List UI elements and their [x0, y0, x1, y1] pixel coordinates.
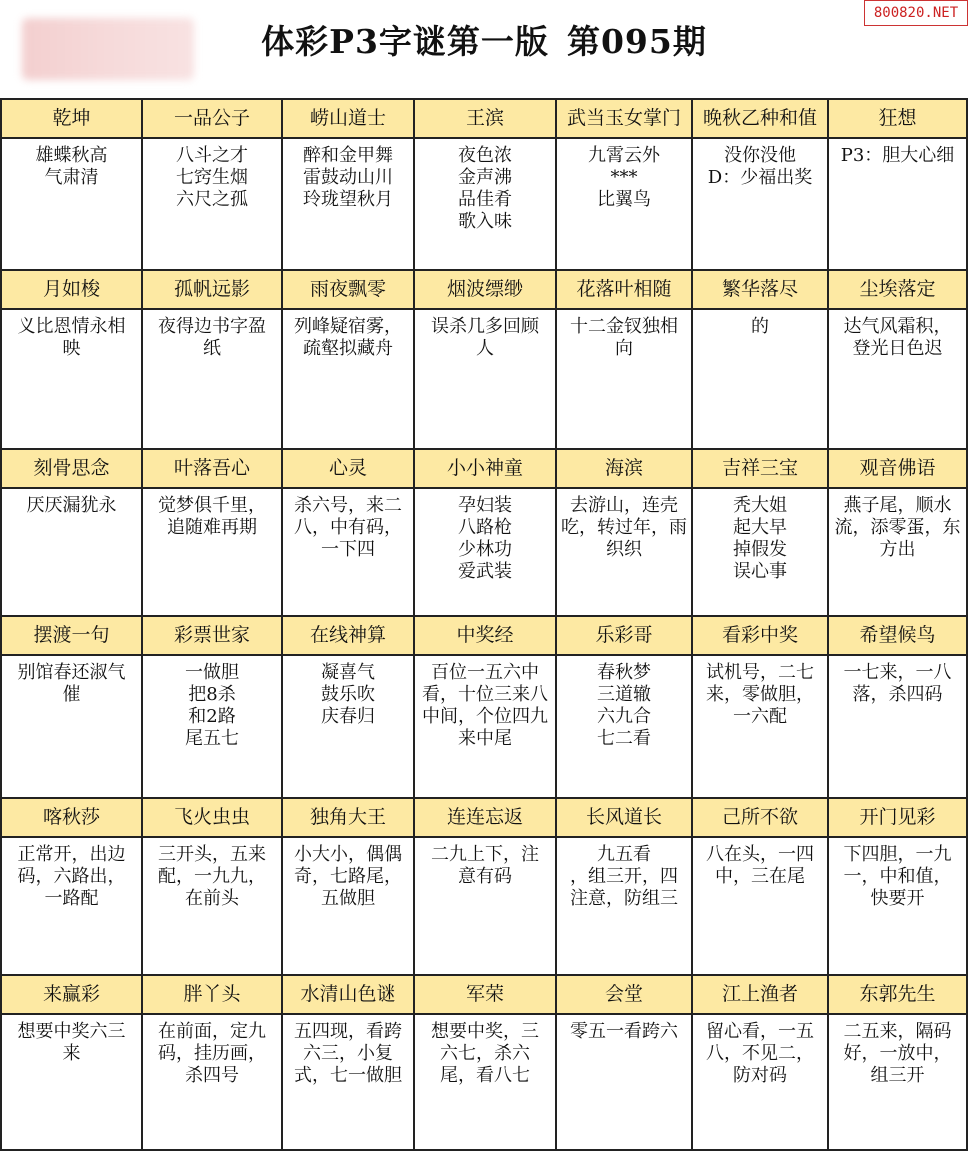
riddle-line: 七二看 — [597, 728, 651, 749]
header-row — [1, 798, 967, 837]
riddle-line: 追随难再期 — [167, 517, 257, 538]
author-name-cell: 己所不欲 — [692, 798, 828, 837]
page-title — [0, 14, 968, 70]
riddle-line: 品佳肴 — [458, 189, 512, 210]
riddle-cell — [414, 309, 556, 449]
riddle-line: 好，一放中， — [843, 1043, 952, 1064]
riddle-cell — [828, 488, 967, 616]
riddle-line: 流，添零蛋，东 — [834, 517, 961, 538]
riddle-line: 留心看，一五 — [706, 1021, 814, 1042]
riddle-line: 夜色浓 — [458, 145, 512, 166]
riddle-line: 七窍生烟 — [176, 167, 248, 188]
author-name-cell: 刻骨思念 — [1, 449, 142, 488]
riddle-line: 九五看 — [597, 844, 651, 865]
riddle-line: 落，杀四码 — [852, 684, 943, 705]
riddle-cell — [556, 309, 692, 449]
riddle-line: ，组三开，四 — [570, 866, 678, 887]
riddle-line: 歌入味 — [458, 211, 512, 232]
author-name-cell: 花落叶相随 — [556, 270, 692, 309]
riddle-cell — [1, 488, 142, 616]
riddle-line: 想要中奖，三 — [431, 1021, 539, 1042]
riddle-cell — [556, 837, 692, 975]
riddle-cell — [414, 488, 556, 616]
author-name-cell: 乾坤 — [1, 99, 142, 138]
riddle-line: 组三开 — [870, 1065, 925, 1086]
riddle-line: 一路配 — [44, 888, 99, 909]
riddle-line: D：少福出奖 — [707, 167, 813, 188]
author-name-cell: 崂山道士 — [282, 99, 414, 138]
riddle-line: 八路枪 — [458, 517, 512, 538]
riddle-line: 来 — [62, 1043, 81, 1064]
riddle-line: 孕妇装 — [458, 495, 512, 516]
riddle-line: *** — [610, 167, 638, 188]
riddle-line: 义比恩情永相 — [17, 316, 126, 337]
header-row — [1, 975, 967, 1014]
author-name-cell: 月如梭 — [1, 270, 142, 309]
riddle-line: 八斗之才 — [176, 145, 248, 166]
riddle-line: 十二金钗独相 — [570, 316, 678, 337]
author-name-cell: 彩票世家 — [142, 616, 282, 655]
header-row — [1, 616, 967, 655]
riddle-line: 纸 — [203, 338, 221, 359]
riddle-cell — [282, 488, 414, 616]
riddle-cell — [142, 488, 282, 616]
riddle-line: 向 — [615, 338, 633, 359]
riddle-cell — [1, 138, 142, 270]
riddle-line: 码，六路出， — [17, 866, 126, 887]
riddle-cell — [692, 309, 828, 449]
riddle-line: 雄蝶秋高 — [35, 145, 108, 166]
header-row — [1, 99, 967, 138]
riddle-line: 催 — [62, 684, 81, 705]
riddle-line: 快要开 — [870, 888, 925, 909]
riddle-line: 五四现，看跨 — [294, 1021, 402, 1042]
riddle-row — [1, 837, 967, 975]
riddle-line: 少林功 — [458, 539, 512, 560]
riddle-line: 春秋梦 — [597, 662, 651, 683]
riddle-line: 方出 — [879, 539, 916, 560]
riddle-line: 八在头，一四 — [706, 844, 814, 865]
author-name-cell: 观音佛语 — [828, 449, 967, 488]
riddle-cell — [142, 138, 282, 270]
riddle-cell — [692, 488, 828, 616]
riddle-line: 尾五七 — [185, 728, 239, 749]
author-name-cell: 晚秋乙种和值 — [692, 99, 828, 138]
riddle-line: 来，零做胆， — [706, 684, 814, 705]
riddle-line: 疏壑拟藏舟 — [303, 338, 393, 359]
riddle-cell — [692, 1014, 828, 1150]
riddle-cell — [828, 309, 967, 449]
author-name-cell: 会堂 — [556, 975, 692, 1014]
riddle-line: 八，中有码， — [294, 517, 402, 538]
riddle-cell — [414, 1014, 556, 1150]
author-name-cell: 喀秋莎 — [1, 798, 142, 837]
riddle-line: 来中尾 — [458, 728, 512, 749]
author-name-cell: 武当玉女掌门 — [556, 99, 692, 138]
riddle-cell — [828, 1014, 967, 1150]
author-name-cell: 胖丫头 — [142, 975, 282, 1014]
author-name-cell: 一品公子 — [142, 99, 282, 138]
author-name-cell: 小小神童 — [414, 449, 556, 488]
riddle-table — [0, 98, 968, 1151]
riddle-line: 下四胆，一九 — [843, 844, 952, 865]
riddle-line: 配，一九九， — [158, 866, 266, 887]
riddle-line: 误心事 — [733, 561, 787, 582]
riddle-line: 中，三在尾 — [715, 866, 805, 887]
riddle-cell — [142, 1014, 282, 1150]
author-name-cell: 水清山色谜 — [282, 975, 414, 1014]
riddle-line: 防对码 — [733, 1065, 787, 1086]
riddle-line: 意有码 — [458, 866, 512, 887]
riddle-line: 列峰疑宿雾， — [294, 316, 402, 337]
riddle-line: 在前面，定九 — [158, 1021, 266, 1042]
riddle-line: P3：胆大心细 — [840, 145, 955, 166]
author-name-cell: 希望候鸟 — [828, 616, 967, 655]
riddle-line: 把8杀 — [188, 684, 236, 705]
riddle-line: 爱武装 — [458, 561, 512, 582]
author-name-cell: 王滨 — [414, 99, 556, 138]
riddle-line: 百位一五六中 — [431, 662, 539, 683]
riddle-cell — [282, 309, 414, 449]
riddle-row — [1, 309, 967, 449]
riddle-cell — [414, 655, 556, 798]
riddle-cell — [142, 837, 282, 975]
author-name-cell: 来赢彩 — [1, 975, 142, 1014]
riddle-line: 二九上下，注 — [431, 844, 539, 865]
riddle-line: 中间，个位四九 — [422, 706, 548, 727]
author-name-cell: 连连忘返 — [414, 798, 556, 837]
riddle-cell — [282, 1014, 414, 1150]
riddle-line: 夜得边书字盈 — [158, 316, 266, 337]
riddle-cell — [828, 138, 967, 270]
site-watermark: 800820.NET — [864, 0, 968, 26]
riddle-line: 看，十位三来八 — [422, 684, 548, 705]
riddle-line: 达气风霜积， — [843, 316, 952, 337]
author-name-cell: 开门见彩 — [828, 798, 967, 837]
riddle-cell — [692, 138, 828, 270]
riddle-line: 一，中和值， — [843, 866, 952, 887]
riddle-cell — [142, 655, 282, 798]
riddle-row — [1, 655, 967, 798]
riddle-cell — [1, 655, 142, 798]
author-name-cell: 在线神算 — [282, 616, 414, 655]
author-name-cell: 繁华落尽 — [692, 270, 828, 309]
riddle-line: 气肃清 — [44, 167, 99, 188]
riddle-line: 三开头，五来 — [158, 844, 266, 865]
author-name-cell: 雨夜飘零 — [282, 270, 414, 309]
riddle-line: 织织 — [606, 539, 642, 560]
riddle-line: 误杀几多回顾 — [431, 316, 539, 337]
author-name-cell: 摆渡一句 — [1, 616, 142, 655]
riddle-line: 在前头 — [185, 888, 239, 909]
riddle-line: 别馆春还淑气 — [17, 662, 126, 683]
riddle-line: 六七，杀六 — [440, 1043, 530, 1064]
riddle-line: 六尺之孤 — [176, 189, 248, 210]
riddle-line: 的 — [751, 316, 769, 337]
author-name-cell: 乐彩哥 — [556, 616, 692, 655]
riddle-line: 人 — [476, 338, 494, 359]
riddle-line: 凝喜气 — [321, 662, 375, 683]
riddle-line: 杀六号，来二 — [294, 495, 402, 516]
author-name-cell: 东郭先生 — [828, 975, 967, 1014]
author-name-cell: 海滨 — [556, 449, 692, 488]
header-row — [1, 270, 967, 309]
riddle-line: 六三，小复 — [303, 1043, 393, 1064]
riddle-cell — [556, 655, 692, 798]
riddle-line: 秃大姐 — [733, 495, 787, 516]
riddle-cell — [142, 309, 282, 449]
riddle-line: 码，挂历画， — [158, 1043, 266, 1064]
riddle-cell — [828, 837, 967, 975]
author-name-cell: 心灵 — [282, 449, 414, 488]
riddle-line: 掉假发 — [733, 539, 787, 560]
riddle-line: 正常开，出边 — [17, 844, 126, 865]
riddle-line: 登光日色迟 — [852, 338, 943, 359]
riddle-cell — [414, 837, 556, 975]
author-name-cell: 军荣 — [414, 975, 556, 1014]
author-name-cell: 长风道长 — [556, 798, 692, 837]
riddle-row — [1, 488, 967, 616]
riddle-cell — [556, 488, 692, 616]
riddle-line: 金声沸 — [458, 167, 512, 188]
issue-number: 第095期 — [566, 22, 707, 61]
riddle-line: 鼓乐吹 — [321, 684, 375, 705]
riddle-cell — [282, 837, 414, 975]
riddle-line: 玲珑望秋月 — [303, 189, 393, 210]
author-name-cell: 孤帆远影 — [142, 270, 282, 309]
riddle-cell — [828, 655, 967, 798]
riddle-line: 式，七一做胆 — [294, 1065, 402, 1086]
author-name-cell: 尘埃落定 — [828, 270, 967, 309]
riddle-line: 一七来，一八 — [843, 662, 952, 683]
riddle-line: 试机号，二七 — [706, 662, 814, 683]
riddle-line: 映 — [62, 338, 81, 359]
author-name-cell: 叶落吾心 — [142, 449, 282, 488]
riddle-line: 杀四号 — [185, 1065, 239, 1086]
author-name-cell: 看彩中奖 — [692, 616, 828, 655]
riddle-line: 吃，转过年，雨 — [561, 517, 687, 538]
riddle-line: 注意，防组三 — [570, 888, 678, 909]
riddle-cell — [1, 1014, 142, 1150]
riddle-cell — [556, 1014, 692, 1150]
riddle-line: 庆春归 — [321, 706, 375, 727]
riddle-line: 零五一看跨六 — [570, 1021, 678, 1042]
riddle-cell — [692, 837, 828, 975]
author-name-cell: 独角大王 — [282, 798, 414, 837]
riddle-cell — [282, 655, 414, 798]
riddle-line: 没你没他 — [724, 145, 796, 166]
riddle-line: 尾，看八七 — [440, 1065, 530, 1086]
riddle-line: 比翼鸟 — [597, 189, 651, 210]
riddle-line: 六九合 — [597, 706, 651, 727]
riddle-line: 起大早 — [733, 517, 787, 538]
riddle-line: 一六配 — [733, 706, 787, 727]
author-name-cell: 烟波缥缈 — [414, 270, 556, 309]
riddle-line: 燕子尾，顺水 — [843, 495, 952, 516]
riddle-line: 一下四 — [321, 539, 375, 560]
riddle-line: 和2路 — [188, 706, 236, 727]
author-name-cell: 吉祥三宝 — [692, 449, 828, 488]
riddle-cell — [414, 138, 556, 270]
author-name-cell: 狂想 — [828, 99, 967, 138]
riddle-cell — [282, 138, 414, 270]
riddle-line: 二五来，隔码 — [843, 1021, 952, 1042]
riddle-line: 一做胆 — [185, 662, 239, 683]
riddle-line: 想要中奖六三 — [17, 1021, 126, 1042]
riddle-line: 厌厌漏犹永 — [26, 495, 117, 516]
riddle-line: 去游山，连壳 — [570, 495, 678, 516]
riddle-cell — [556, 138, 692, 270]
author-name-cell: 江上渔者 — [692, 975, 828, 1014]
header-row — [1, 449, 967, 488]
riddle-cell — [692, 655, 828, 798]
author-name-cell: 中奖经 — [414, 616, 556, 655]
riddle-line: 五做胆 — [321, 888, 375, 909]
riddle-line: 觉梦俱千里， — [158, 495, 266, 516]
riddle-line: 九霄云外 — [588, 145, 660, 166]
riddle-line: 雷鼓动山川 — [303, 167, 393, 188]
riddle-row — [1, 1014, 967, 1150]
riddle-line: 八，不见二， — [706, 1043, 814, 1064]
riddle-line: 三道辙 — [597, 684, 651, 705]
riddle-row — [1, 138, 967, 270]
title-text: 体彩P3字谜第一版 — [261, 22, 549, 61]
riddle-line: 小大小，偶偶 — [294, 844, 402, 865]
riddle-cell — [1, 837, 142, 975]
riddle-line: 奇，七路尾， — [294, 866, 402, 887]
riddle-cell — [1, 309, 142, 449]
author-name-cell: 飞火虫虫 — [142, 798, 282, 837]
riddle-line: 醉和金甲舞 — [303, 145, 393, 166]
